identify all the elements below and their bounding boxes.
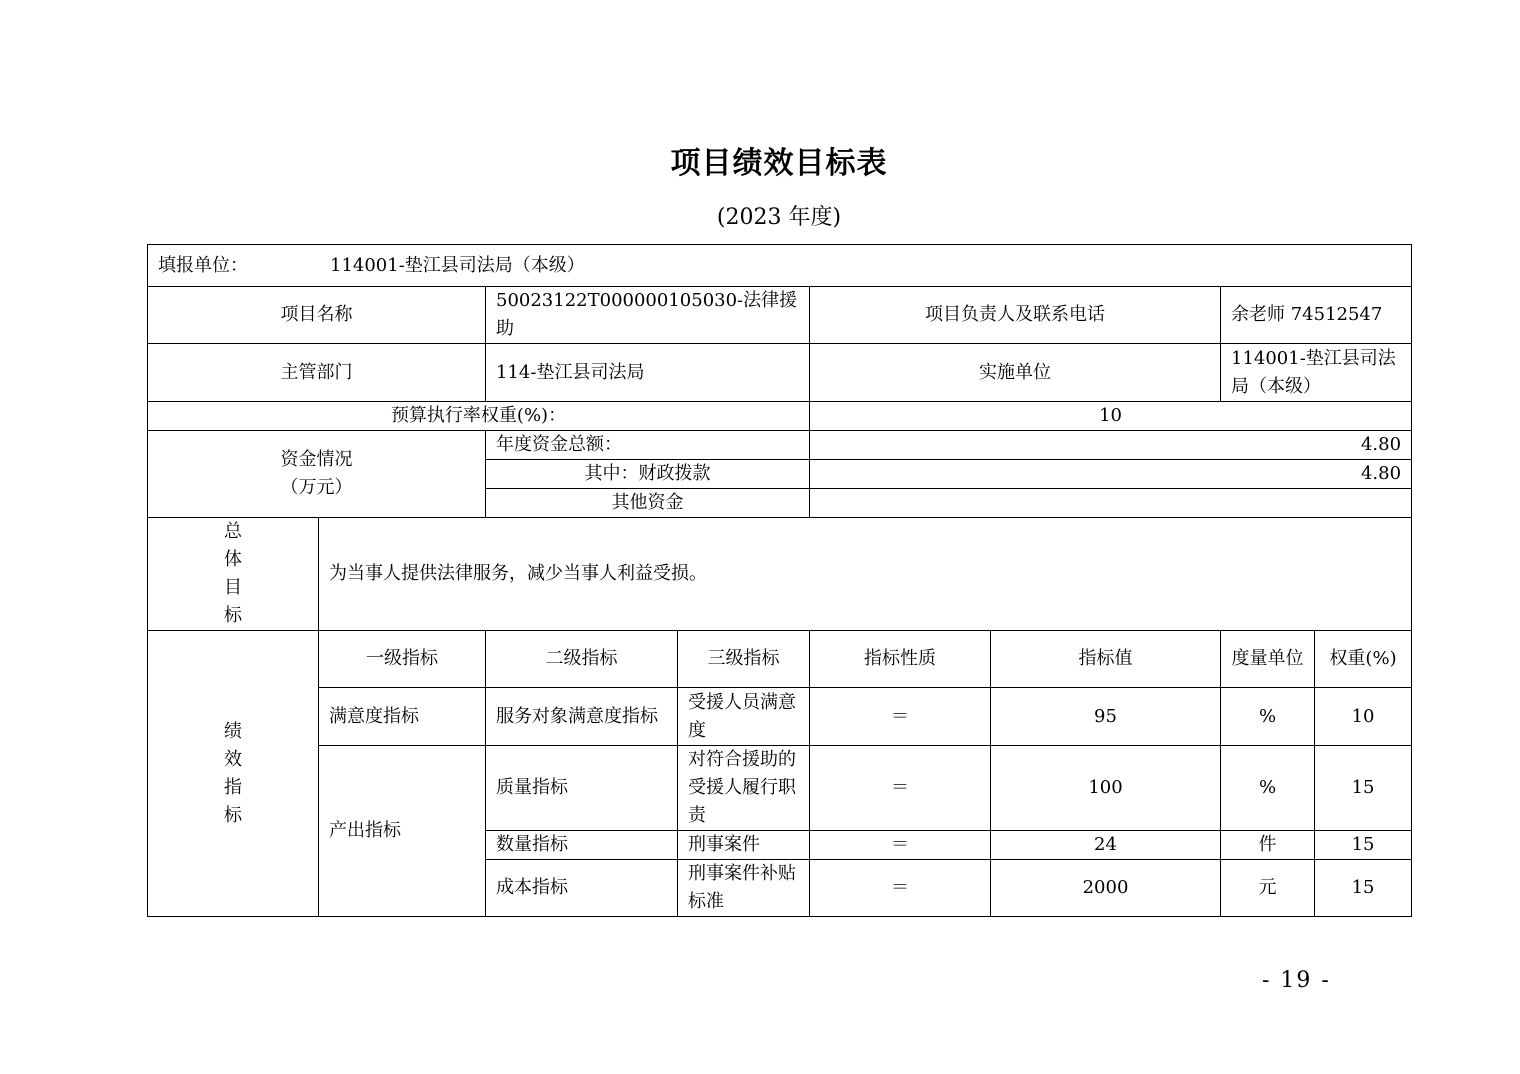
performance-table xyxy=(147,244,1412,917)
budget-rate-value: 10 xyxy=(810,402,1412,431)
row-unit: % xyxy=(1221,688,1315,746)
contact-value: 余老师 74512547 xyxy=(1221,287,1412,344)
annual-total-label: 年度资金总额： xyxy=(486,431,810,460)
row-weight: 15 xyxy=(1315,831,1412,860)
row-level2: 质量指标 xyxy=(486,746,678,831)
row-weight: 15 xyxy=(1315,860,1412,917)
row-value: 95 xyxy=(991,688,1221,746)
impl-value: 114001-垫江县司法局（本级） xyxy=(1221,344,1412,402)
unit-row xyxy=(148,245,1412,287)
other-funds-label: 其他资金 xyxy=(486,489,810,518)
indicator-label xyxy=(148,631,319,917)
row-weight: 15 xyxy=(1315,746,1412,831)
dept-value: 114-垫江县司法局 xyxy=(486,344,810,402)
other-funds-value xyxy=(810,489,1412,518)
page-subtitle: (2023 年度) xyxy=(716,205,842,230)
page-title: 项目绩效目标表 xyxy=(670,146,888,181)
indicator-label-char: 效 xyxy=(224,748,242,770)
dept-label: 主管部门 xyxy=(148,344,486,402)
budget-rate-label: 预算执行率权重(%)： xyxy=(148,402,810,431)
row-level3: 对符合援助的受援人履行职责 xyxy=(678,746,810,831)
header-level3: 三级指标 xyxy=(678,631,810,688)
funds-label-line1: 资金情况 xyxy=(280,449,353,470)
row-level2: 数量指标 xyxy=(486,831,678,860)
row-level3: 刑事案件 xyxy=(678,831,810,860)
fiscal-label: 其中：财政拨款 xyxy=(486,460,810,489)
row-level3: 受援人员满意度 xyxy=(678,688,810,746)
row-value: 24 xyxy=(991,831,1221,860)
row-nature: ＝ xyxy=(810,746,991,831)
row-unit: 件 xyxy=(1221,831,1315,860)
row-level2: 成本指标 xyxy=(486,860,678,917)
row-level1: 满意度指标 xyxy=(319,688,486,746)
header-unit: 度量单位 xyxy=(1221,631,1315,688)
goal-label-char: 总 xyxy=(224,521,242,542)
overall-goal-label xyxy=(148,518,319,631)
overall-goal-text: 为当事人提供法律服务，减少当事人利益受损。 xyxy=(319,518,1412,631)
row-level3: 刑事案件补贴标准 xyxy=(678,860,810,917)
unit-label: 填报单位： xyxy=(158,254,248,276)
impl-label: 实施单位 xyxy=(810,344,1221,402)
row-value: 100 xyxy=(991,746,1221,831)
indicator-label-char: 标 xyxy=(224,804,242,826)
indicator-label-char: 绩 xyxy=(224,720,242,742)
row-weight: 10 xyxy=(1315,688,1412,746)
table-row xyxy=(148,746,1412,831)
goal-label-char: 目 xyxy=(224,577,242,598)
row-value: 2000 xyxy=(991,860,1221,917)
row-unit: % xyxy=(1221,746,1315,831)
fiscal-value: 4.80 xyxy=(810,460,1412,489)
page-number: - 19 - xyxy=(1262,968,1331,993)
row-nature: ＝ xyxy=(810,860,991,917)
contact-label: 项目负责人及联系电话 xyxy=(810,287,1221,344)
project-name-label: 项目名称 xyxy=(148,287,486,344)
goal-label-char: 体 xyxy=(224,549,242,570)
row-nature: ＝ xyxy=(810,831,991,860)
row-unit: 元 xyxy=(1221,860,1315,917)
table-row xyxy=(148,688,1412,746)
header-level1: 一级指标 xyxy=(319,631,486,688)
goal-label-char: 标 xyxy=(224,605,242,626)
header-value: 指标值 xyxy=(991,631,1221,688)
header-nature: 指标性质 xyxy=(810,631,991,688)
header-weight: 权重(%) xyxy=(1315,631,1412,688)
funds-label-line2: （万元） xyxy=(280,477,353,498)
funds-label xyxy=(148,431,486,518)
row-nature: ＝ xyxy=(810,688,991,746)
indicator-label-char: 指 xyxy=(224,776,242,798)
project-name-value: 50023122T000000105030-法律援助 xyxy=(486,287,810,344)
row-level2: 服务对象满意度指标 xyxy=(486,688,678,746)
row-level1: 产出指标 xyxy=(319,746,486,917)
unit-value: 114001-垫江县司法局（本级） xyxy=(330,254,585,276)
annual-total-value: 4.80 xyxy=(810,431,1412,460)
header-level2: 二级指标 xyxy=(486,631,678,688)
